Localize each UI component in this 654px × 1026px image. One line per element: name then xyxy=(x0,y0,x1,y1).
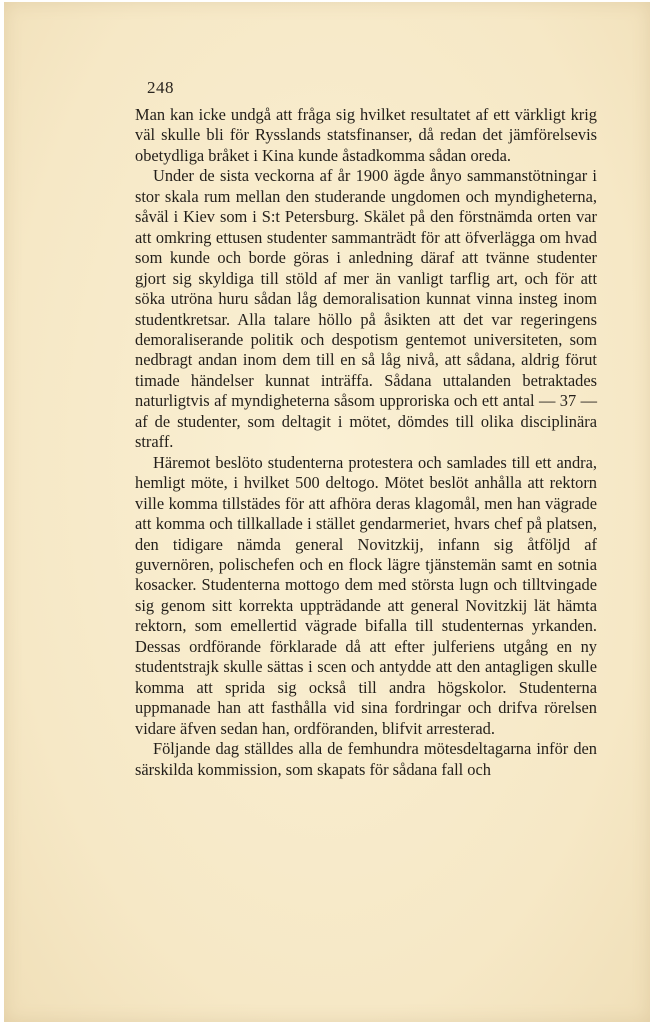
paragraph-2: Under de sista veckorna af år 1900 ägde ånyo sammanstötningar i stor skala rum mellan den studerande ungdomen och myndigheterna, såväl i Kiev som i S:t Petersburg. Skälet på den förstnämda orten var att omkring ettusen studenter sammanträdt för att öfverlägga om hvad som kunde och borde göras i anledning däraf att tvänne studenter gjort sig skyldiga till stöld af mer än vanligt tarflig art, och för att söka utröna huru sådan låg demoralisation kunnat vinna insteg inom studentkretsar. Alla talare höllo på åsikten att det var regeringens demoraliserande politik och despotism gentemot universiteten, som nedbragt andan inom dem till en så låg nivå, att sådana, aldrig förut timade händelser kunnat inträffa. Sådana uttalanden betraktades naturligtvis af myndigheterna såsom upproriska och ett antal — 37 — af de studenter, som deltagit i mötet, dömdes till olika disciplinära straff. xyxy=(135,166,597,452)
book-page xyxy=(4,2,650,1022)
paragraph-3: Häremot beslöto studenterna protestera och samlades till ett andra, hemligt möte, i hvilket 500 deltogo. Mötet beslöt anhålla att rektorn ville komma tillstädes för att afhöra deras klagomål, men han vägrade att komma och tillkallade i stället gendarmeriet, hvars chef på platsen, den tidigare nämda general Novitzkij, infann sig åtföljd af guvernören, polischefen och en flock lägre tjänstemän samt en sotnia kosacker. Studenterna mottogo dem med största lugn och tilltvingade sig genom sitt korrekta uppträdande att general Novitzkij lät hämta rektorn, som emellertid vägrade bifalla till studenternas yrkanden. Dessas ordförande förklarade då att efter julferiens utgång en ny studentstrajk skulle sättas i scen och antydde att den antagligen skulle komma att sprida sig också till andra högskolor. Studenterna uppmanade han att fasthålla vid sina fordringar och drifva rörelsen vidare äfven sedan han, ordföranden, blifvit arresterad. xyxy=(135,452,597,738)
body-text xyxy=(135,105,597,780)
page-number: 248 xyxy=(147,78,174,97)
paragraph-1: Man kan icke undgå att fråga sig hvilket resultatet af ett värkligt krig väl skulle bli för Rysslands statsfinanser, då redan det jämförelsevis obetydliga bråket i Kina kunde åstadkomma sådan oreda. xyxy=(135,105,597,165)
paragraph-4: Följande dag ställdes alla de femhundra mötesdeltagarna inför den särskilda kommission, som skapats för sådana fall och xyxy=(135,739,597,779)
